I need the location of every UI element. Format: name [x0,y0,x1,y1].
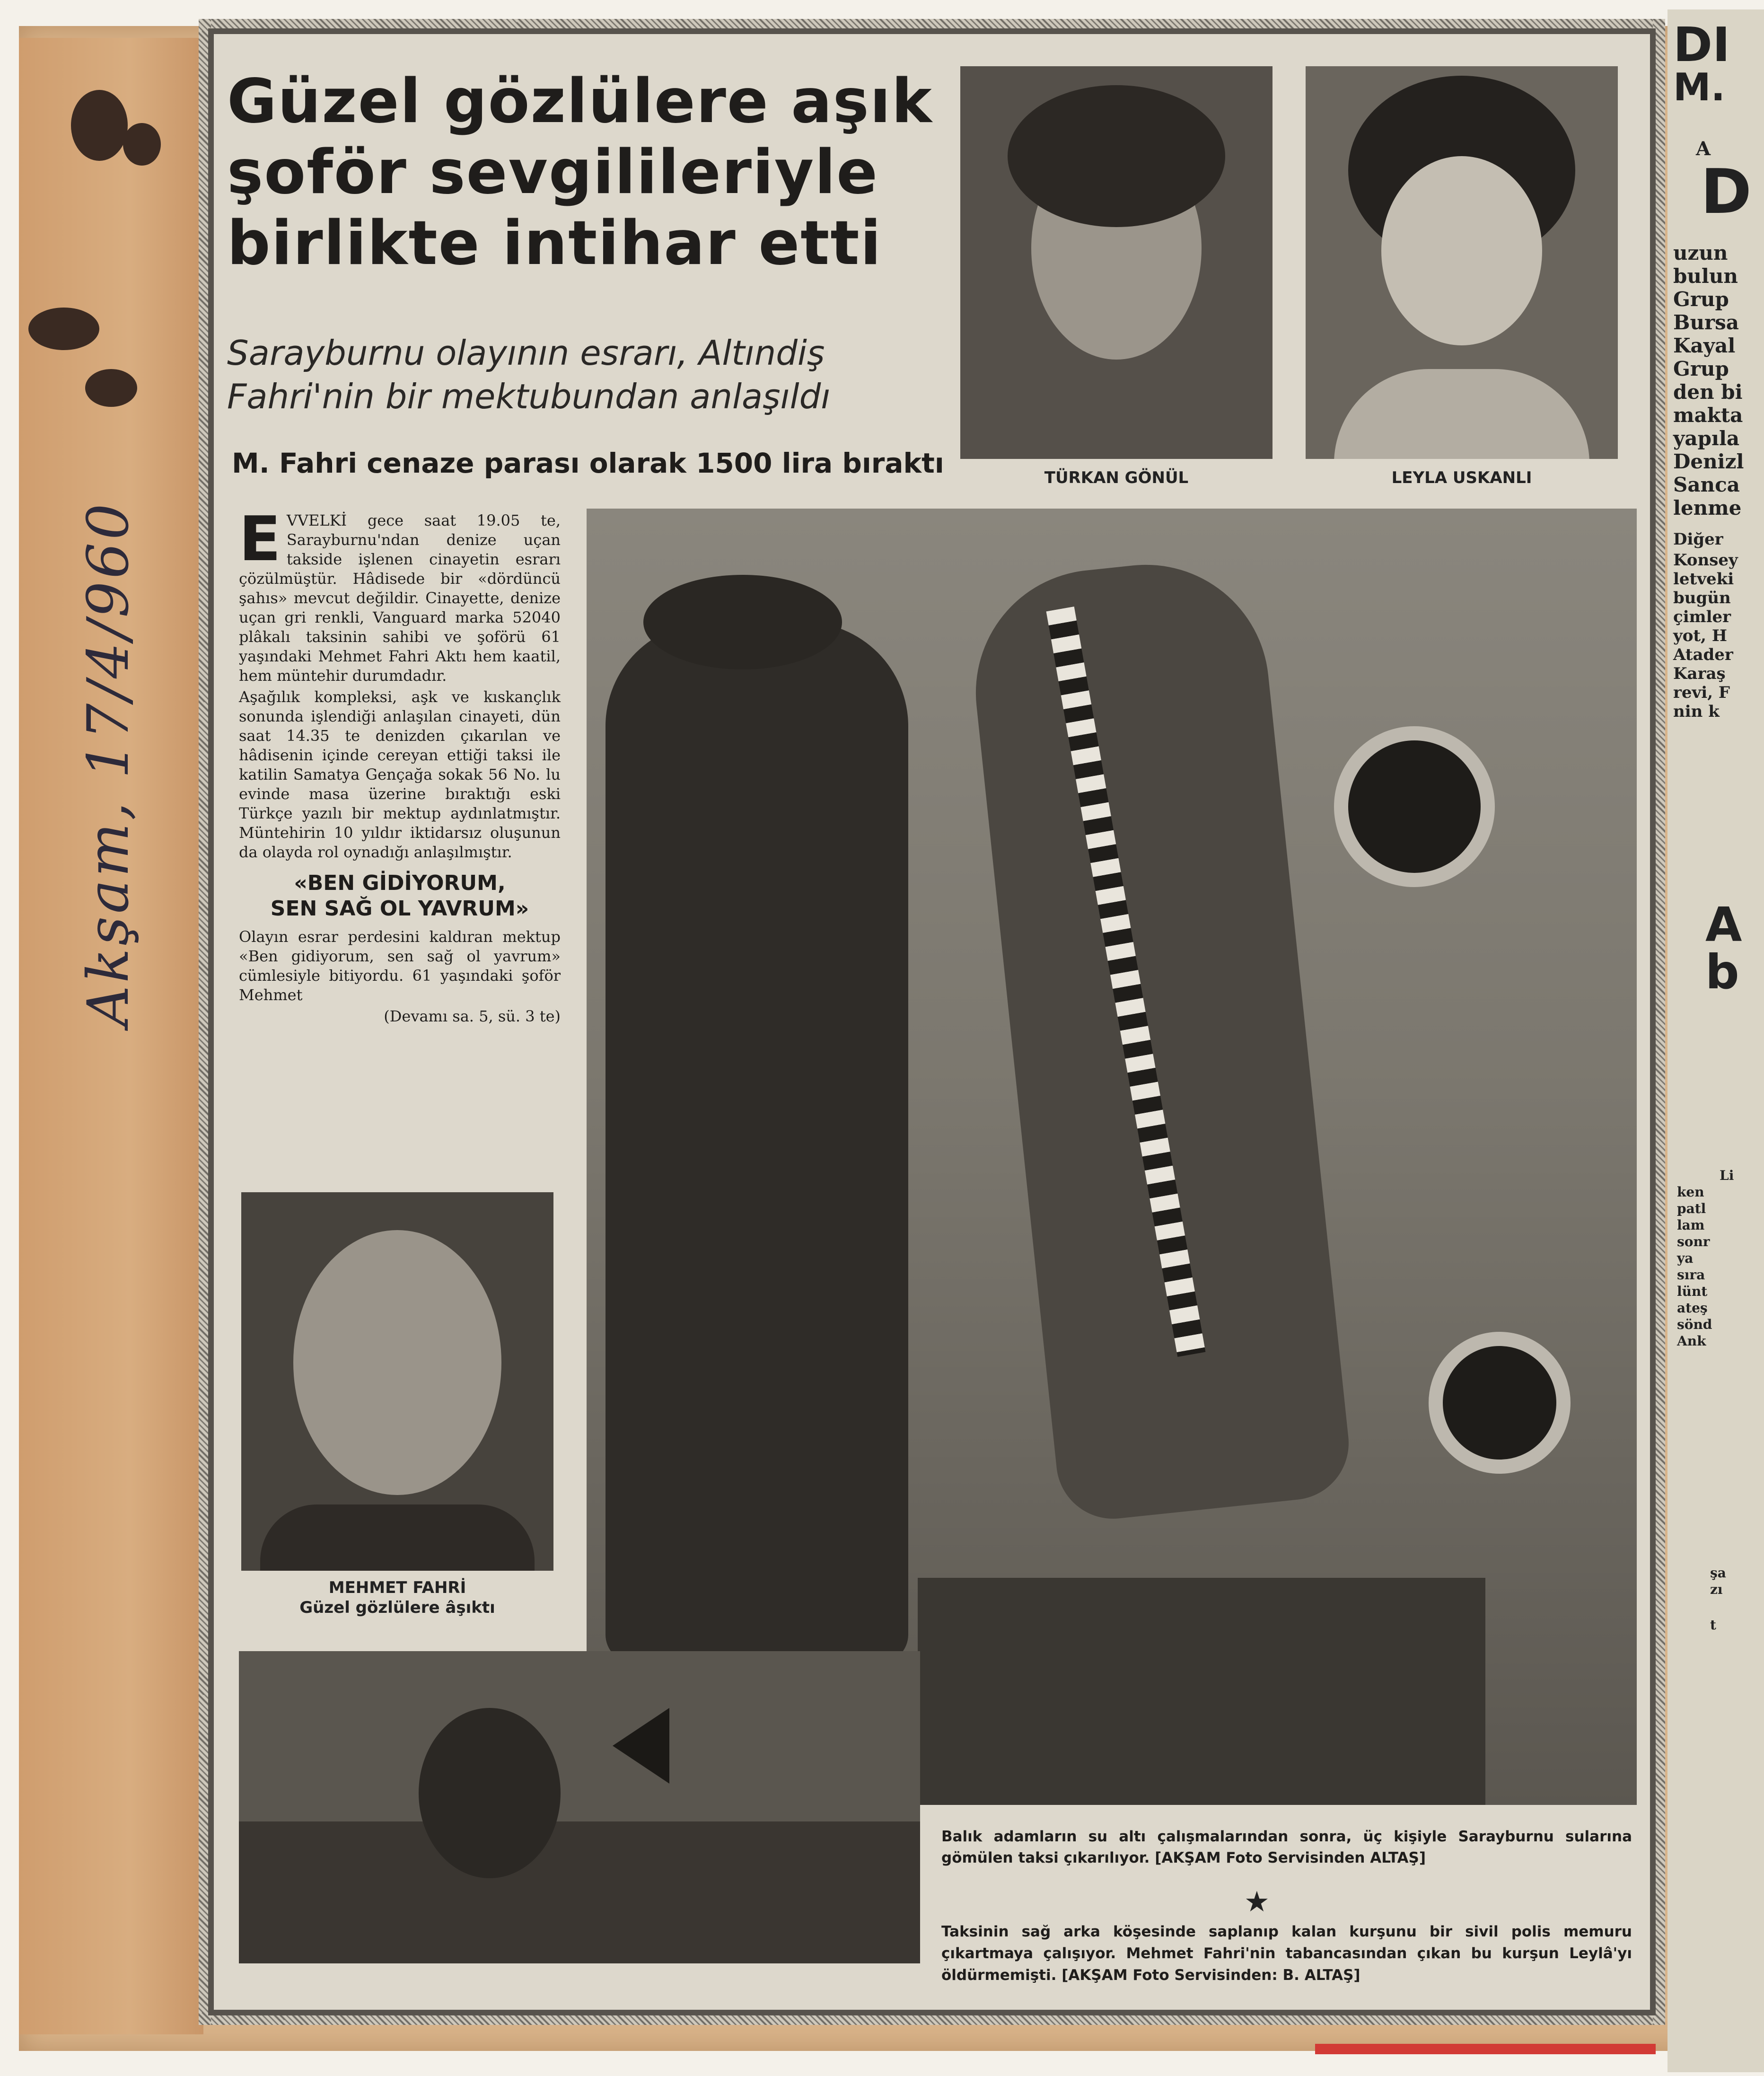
caption-mehmet-name: MEHMET FAHRİ [328,1578,466,1597]
fragment-text: letveki [1673,570,1734,589]
fragment-text: lam [1677,1217,1705,1233]
fragment-text: yapıla [1673,427,1740,450]
fragment-text: bulun [1673,264,1738,288]
fragment-text: revi, F [1673,683,1730,702]
fragment-text: patl [1677,1201,1706,1216]
drop-cap: E [239,503,281,575]
bullet-photo-caption: Taksinin sağ arka köşesinde saplanıp kalan kurşunu bir sivil polis memuru çıkartmaya çalışıyor. Mehmet Fahri'nin tabancasından çıkan bu kurşun Leylâ'yı öldürmemişti. [AKŞAM Foto Servisinden: B. ALTAŞ] [941,1923,1632,1984]
fragment-text: makta [1673,404,1743,427]
subhead-line-2: Fahri'nin bir mektubundan anlaşıldı [227,377,831,416]
fragment-text: sıra [1677,1267,1705,1283]
fragment-text: lenme [1673,496,1742,519]
adjacent-column-fragment [1667,9,1764,2072]
subhead-line-1: Sarayburnu olayının esrarı, Altındiş [227,333,825,373]
headline-line-2: şoför sevgilileriyle [227,137,878,208]
fragment-heading: b [1705,944,1739,1000]
fragment-text: yot, H [1673,626,1727,645]
fragment-text: çimler [1673,607,1731,626]
headline-line-1: Güzel gözlülere aşık [227,66,933,137]
fragment-heading: M. [1673,65,1725,109]
fragment-text: den bi [1673,380,1743,404]
headline-line-3: birlikte intihar etti [227,208,882,279]
mehmet-fahri-portrait [241,1192,553,1571]
leyla-uskanli-portrait [1306,66,1618,459]
fragment-text: Karaş [1673,664,1726,683]
arrow-pointer-icon [613,1708,669,1784]
ink-stain [123,123,161,166]
fragment-text: lünt [1677,1284,1708,1299]
kicker-line: M. Fahri cenaze parası olarak 1500 lira bıraktı [232,447,944,479]
fragment-text: ken [1677,1184,1704,1200]
headline [227,66,946,279]
ink-stain [71,90,128,161]
quay-water [918,1578,1485,1805]
handwritten-date-note: Akşam, 17/4/960 [76,501,141,1027]
fragment-text: t [1710,1617,1716,1633]
fragment-text: Konsey [1673,551,1738,570]
fragment-text: sönd [1677,1317,1712,1332]
paragraph-1: VVELKİ gece saat 19.05 te, Sarayburnu'ndan denize uçan takside işlenen cinayetin esrarı çözülmüştür. Hâdisede bir «dördüncü şahıs» mevcut değildir. Cinayette, denize uçan gri renkli, Vanguard marka 52040 plâkalı taksinin sahibi ve şoförü 61 yaşındaki Mehmet Fahri Aktı hem kaatil, hem müntehir durumdadır. [239,511,561,685]
fragment-text: Li [1720,1168,1734,1183]
man-hat [643,575,842,669]
fragment-heading: A [1705,897,1742,952]
turkan-gonul-portrait [960,66,1273,459]
car-body [239,1821,920,1963]
red-paper-edge [1315,2044,1656,2054]
man-silhouette [606,622,908,1663]
fragment-text: ya [1677,1250,1694,1266]
fragment-text: Ank [1677,1333,1706,1349]
fragment-text: Kayal [1673,334,1736,357]
article-subtitle [239,871,561,922]
fragment-text: A [1696,138,1711,160]
fragment-text: Atader [1673,645,1733,664]
subtitle-line-1: «BEN GİDİYORUM, [294,871,506,895]
policeman-head [419,1708,561,1878]
fragment-text: Grup [1673,357,1729,380]
fragment-text: uzun [1673,241,1728,264]
paragraph-3: Olayın esrar perdesini kaldıran mektup «Ben gidiyorum, sen sağ ol yavrum» cümlesiyle bitiyordu. 61 yaşındaki şoför Mehmet [239,928,561,1004]
fragment-text: Grup [1673,288,1729,311]
jacket-shape [260,1504,535,1571]
fragment-text: sonr [1677,1234,1710,1249]
fragment-text: ateş [1677,1300,1708,1316]
caption-leyla: LEYLA USKANLI [1391,468,1532,487]
fragment-heading: D [1701,156,1752,228]
continuation-note: (Devamı sa. 5, sü. 3 te) [384,1007,561,1025]
fragment-text: bugün [1673,589,1731,607]
fragment-text: şa [1710,1565,1726,1581]
subtitle-line-2: SEN SAĞ OL YAVRUM» [270,897,529,921]
fragment-heading: DI [1673,17,1730,72]
shoulders-shape [1334,369,1589,459]
caption-turkan: TÜRKAN GÖNÜL [1044,468,1189,487]
face-shape [293,1230,501,1495]
subheadline [227,331,946,418]
article-body [239,503,561,1028]
taxi-wheel [1429,1332,1571,1474]
fragment-text: Sanca [1673,473,1740,496]
star-separator: ★ [1244,1886,1270,1918]
caption-mehmet [241,1578,553,1618]
hair-shape [1008,85,1225,227]
fragment-text: nin k [1673,702,1720,721]
paragraph-2: Aşağılık kompleksi, aşk ve kıskançlık sonunda işlendiği anlaşılan cinayeti, dün saat 14.35 te denizden çıkarılan ve hâdisenin içinde cereyan ettiği taksi ile katilin Samatya Gençağa sokak 56 No. lu evinde masa üzerine bıraktığı eski Türkçe yazılı bir mektup aydınlatmıştır. Müntehirin 10 yıldır iktidarsız oluşunun da olayda rol oynadığı anlaşılmıştır. [239,688,561,861]
caption-mehmet-desc: Güzel gözlülere âşıktı [299,1598,495,1617]
taxi-recovery-photo [587,509,1637,1805]
bullet-removal-photo [239,1651,920,1963]
fragment-text: Bursa [1673,311,1739,334]
fragment-text: Diğer [1673,530,1723,549]
taxi-wheel [1334,726,1495,887]
fragment-text: zı [1710,1582,1723,1597]
fragment-text: Denizl [1673,450,1744,473]
face-shape [1381,156,1542,345]
taxi-photo-caption: Balık adamların su altı çalışmalarından sonra, üç kişiyle Sarayburnu sularına gömülen taksi çıkarılıyor. [AKŞAM Foto Servisinden ALTAŞ] [941,1828,1632,1866]
